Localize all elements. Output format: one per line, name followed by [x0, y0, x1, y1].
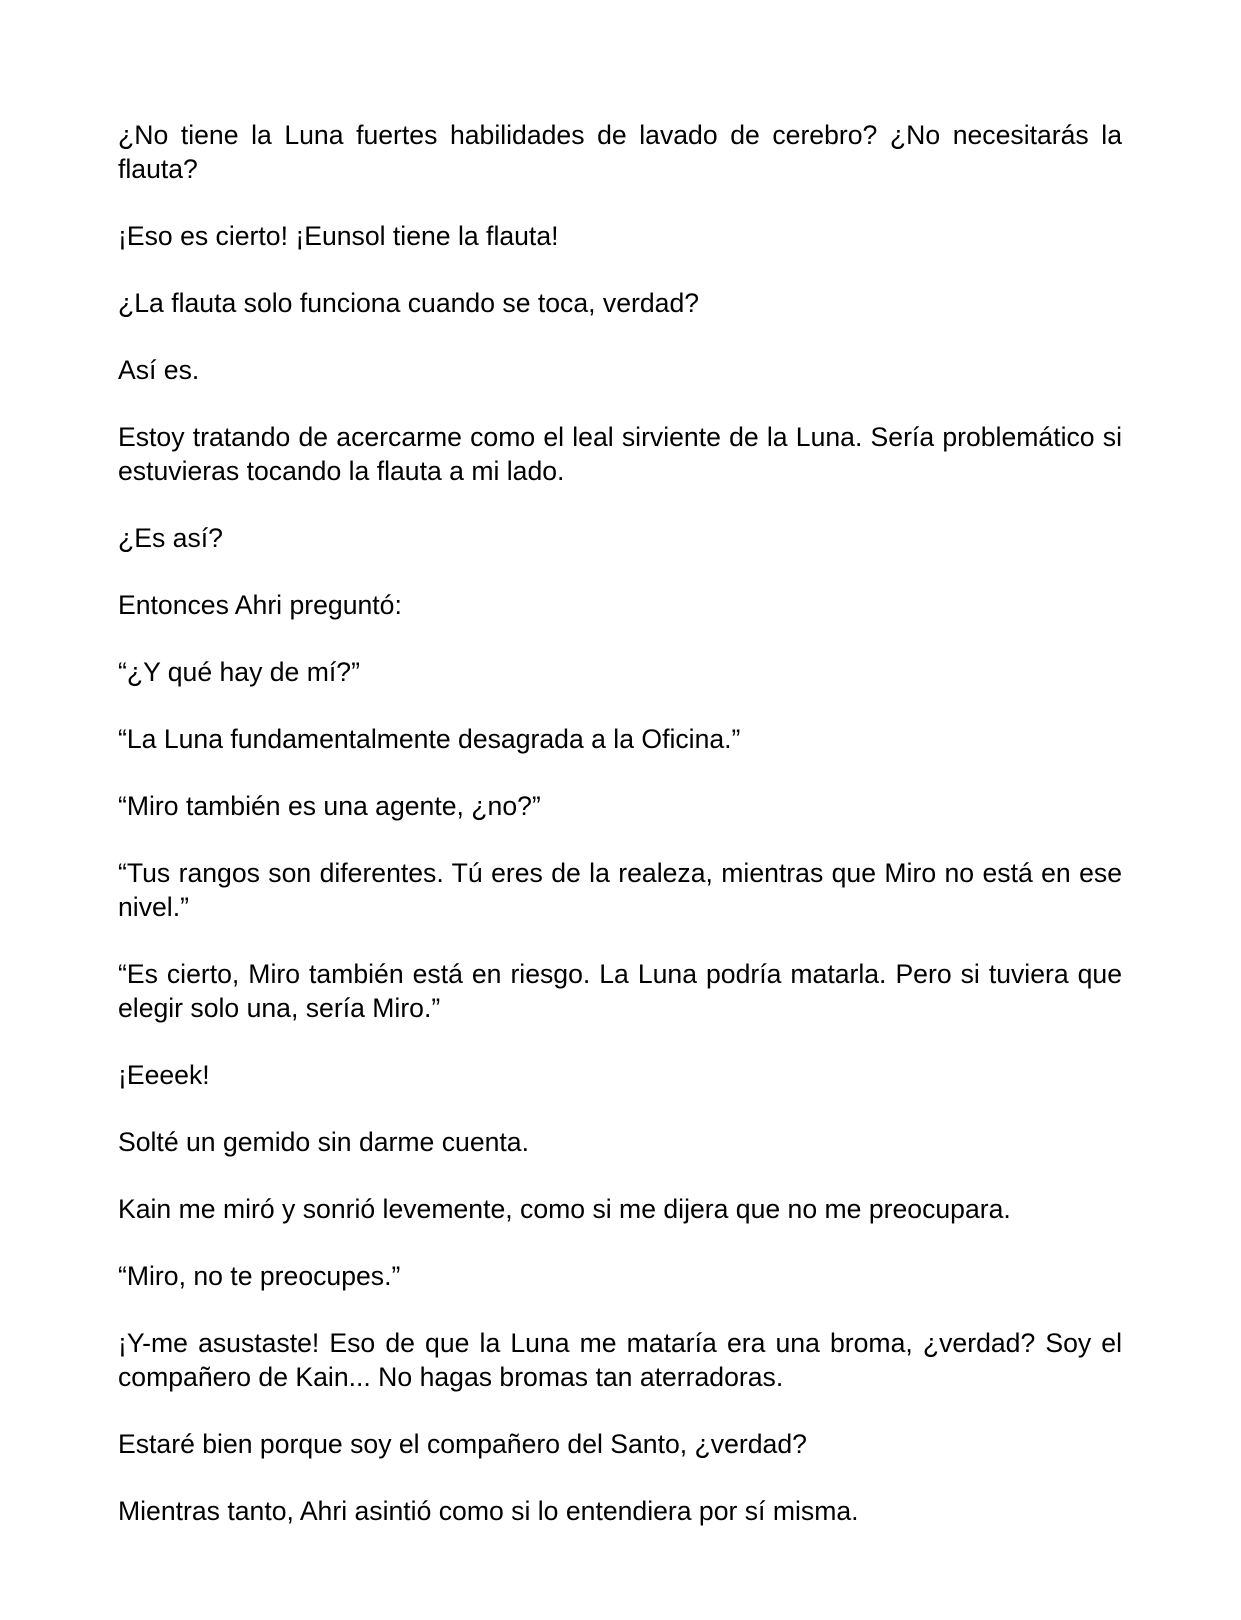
paragraph: ¡Eso es cierto! ¡Eunsol tiene la flauta! [118, 221, 559, 251]
paragraph: ¡Y-me asustaste! Eso de que la Luna me mataría era una broma, ¿verdad? Soy el compañero de Kain... No hagas bromas tan aterradoras. [118, 1328, 1122, 1392]
paragraph: ¿Es así? [118, 523, 223, 553]
paragraph: Estaré bien porque soy el compañero del Santo, ¿verdad? [118, 1429, 807, 1459]
paragraph: “Miro, no te preocupes.” [118, 1261, 401, 1291]
paragraph: “Es cierto, Miro también está en riesgo. La Luna podría matarla. Pero si tuviera que elegir solo una, sería Miro.” [118, 959, 1122, 1023]
paragraph: Mientras tanto, Ahri asintió como si lo entendiera por sí misma. [118, 1496, 859, 1526]
paragraph: ¿No tiene la Luna fuertes habilidades de lavado de cerebro? ¿No necesitarás la flauta? [118, 120, 1122, 184]
paragraph: Estoy tratando de acercarme como el leal sirviente de la Luna. Sería problemático si estuvieras tocando la flauta a mi lado. [118, 422, 1122, 486]
paragraph: ¿La flauta solo funciona cuando se toca, verdad? [118, 288, 700, 318]
paragraph: Así es. [118, 355, 200, 385]
paragraph: ¡Eeeek! [118, 1060, 210, 1090]
paragraph: “¿Y qué hay de mí?” [118, 657, 360, 687]
paragraph: Kain me miró y sonrió levemente, como si me dijera que no me preocupara. [118, 1194, 1011, 1224]
paragraph: “La Luna fundamentalmente desagrada a la Oficina.” [118, 724, 741, 754]
paragraph: “Miro también es una agente, ¿no?” [118, 791, 541, 821]
paragraph: Entonces Ahri preguntó: [118, 590, 402, 620]
document-page [118, 118, 1122, 1528]
paragraph: “Tus rangos son diferentes. Tú eres de la realeza, mientras que Miro no está en ese nivel.” [118, 858, 1122, 922]
paragraph: Solté un gemido sin darme cuenta. [118, 1127, 529, 1157]
